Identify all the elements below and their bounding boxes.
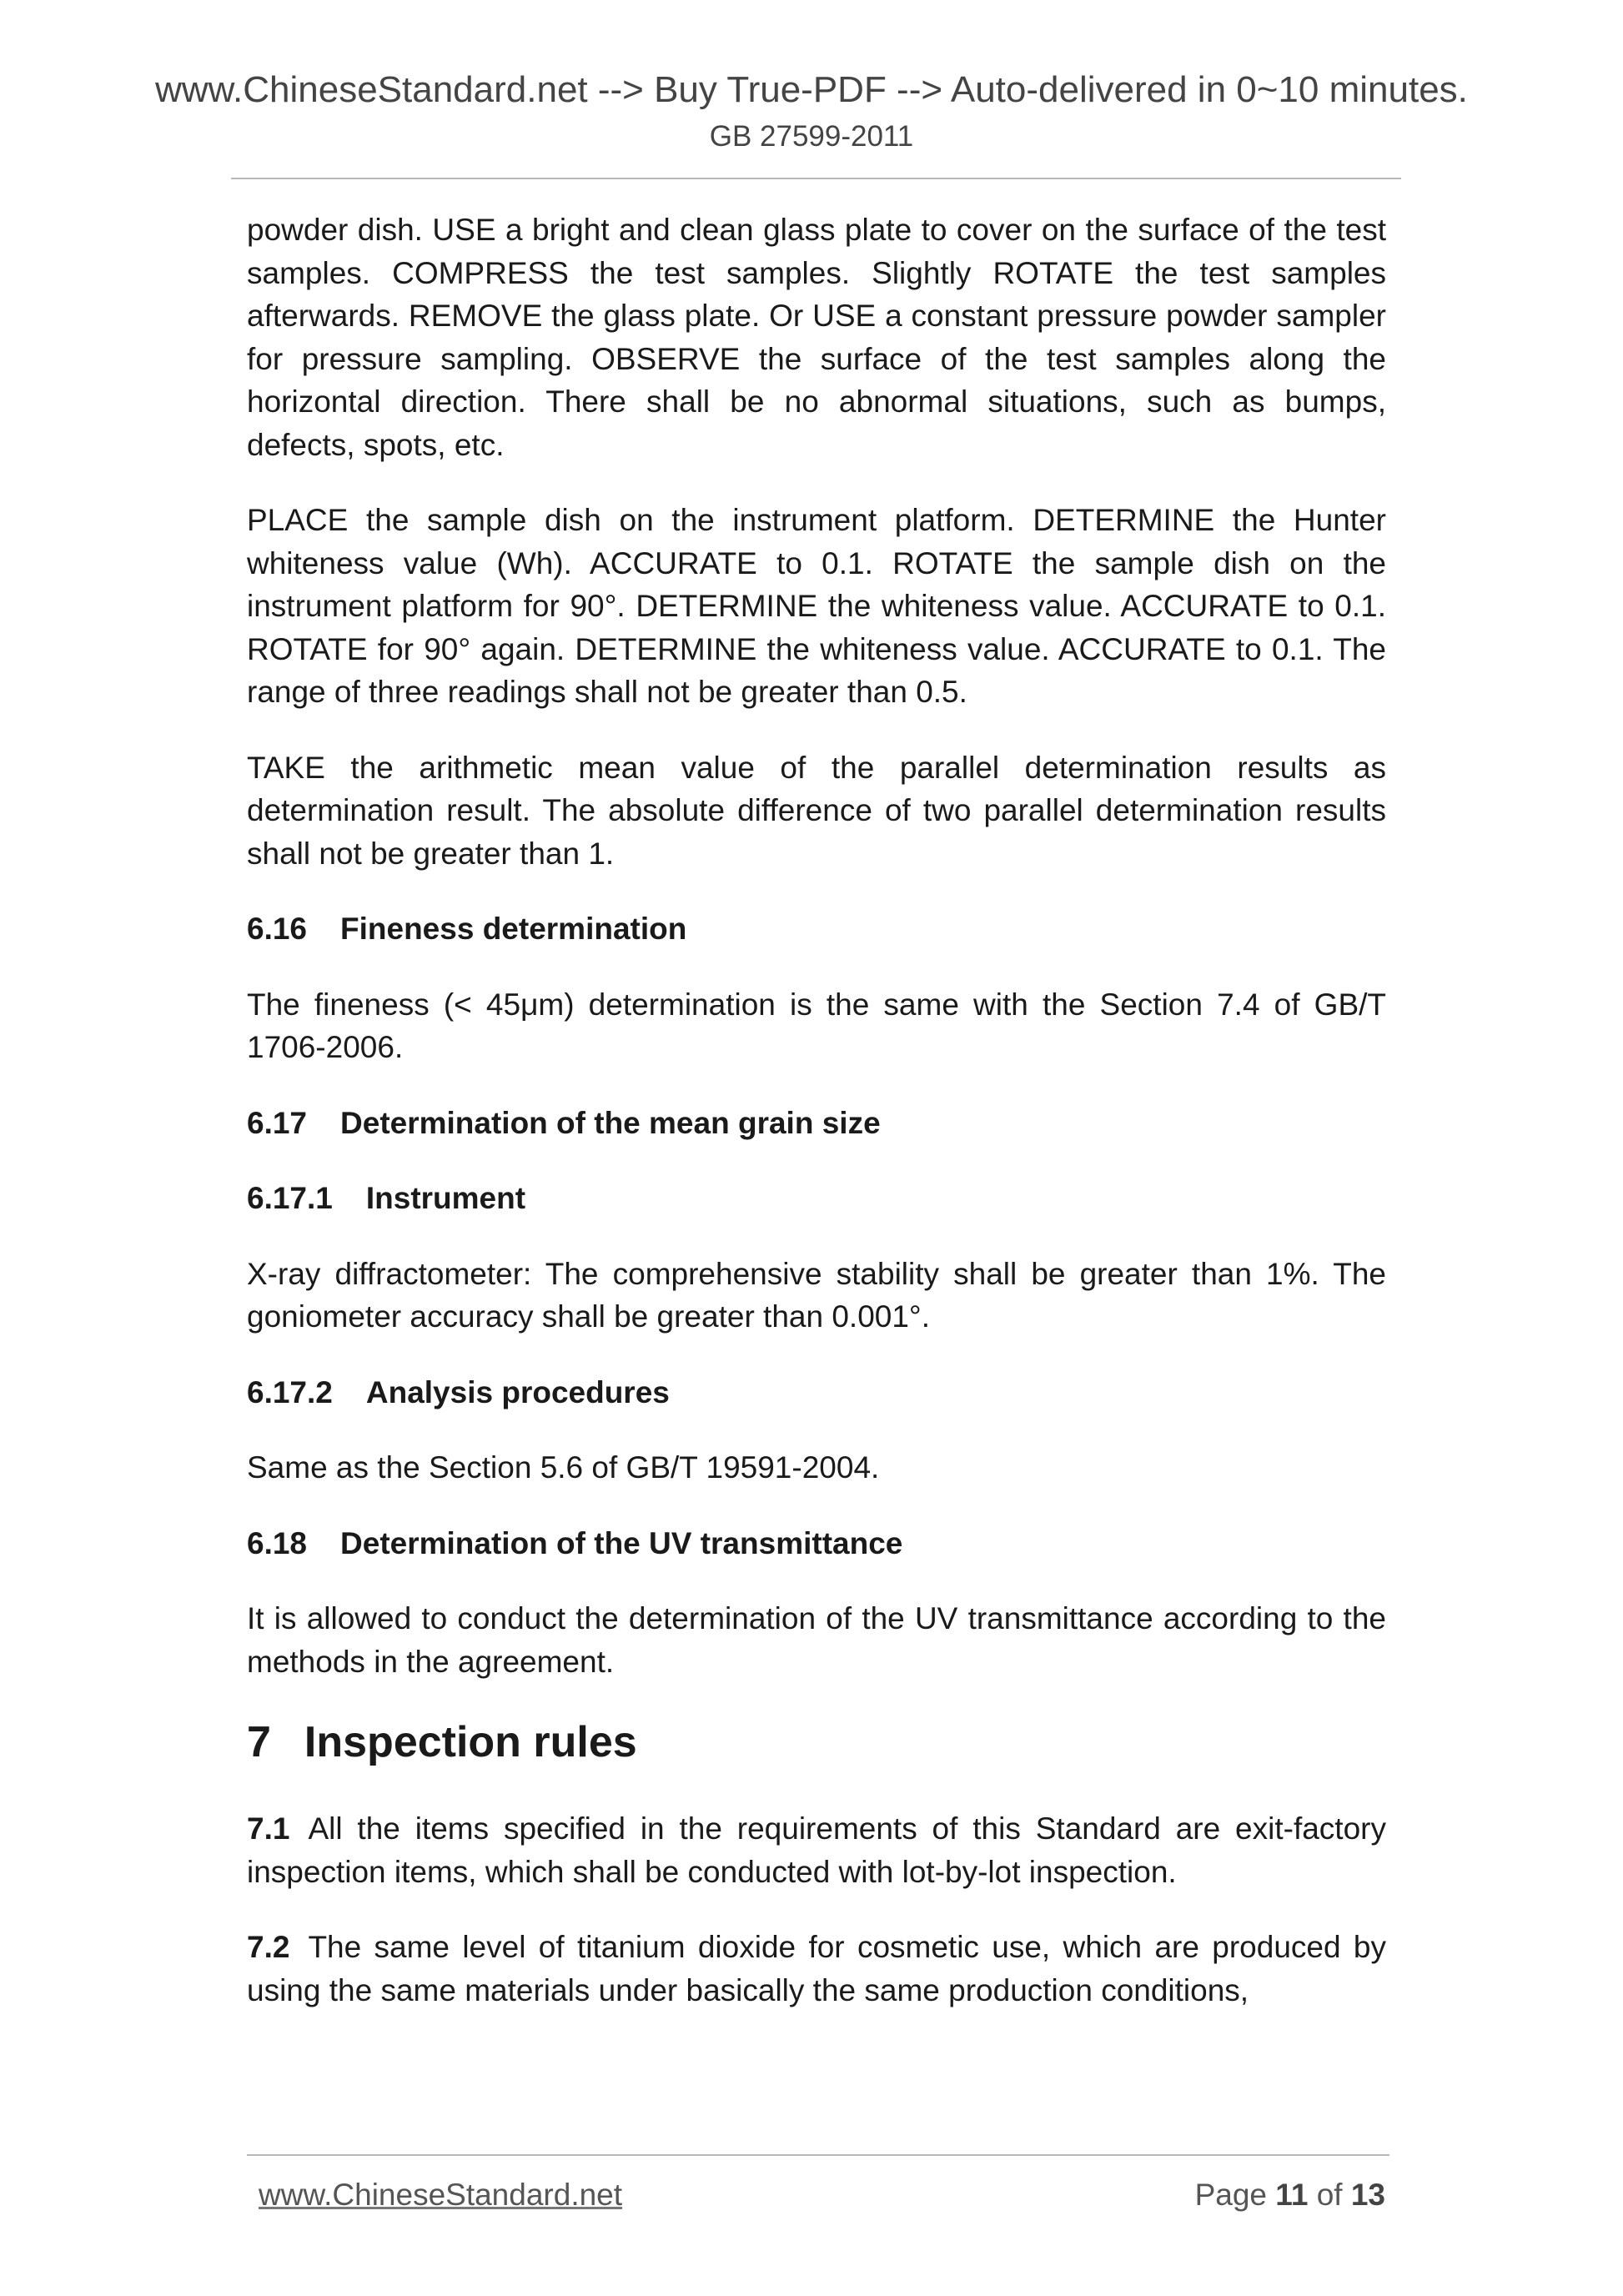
header-banner: www.ChineseStandard.net --> Buy True-PDF --> Auto-delivered in 0~10 minutes. [155, 69, 1468, 110]
section-heading-6-17-1 [247, 1177, 1386, 1220]
clause-7-2 [247, 1926, 1386, 2012]
clause-number: 7.1 [247, 1811, 290, 1846]
clause-text: All the items specified in the requirements of this Standard are exit-factory inspection items, which shall be conducted with lot-by-lot inspection. [247, 1811, 1386, 1889]
section-heading-6-18 [247, 1522, 1386, 1565]
section-number: 6.16 [247, 912, 308, 946]
clause-7-1 [247, 1807, 1386, 1893]
paragraph-determination-result: TAKE the arithmetic mean value of the parallel determination results as determination result. The absolute difference of two parallel determination results shall not be greater than 1. [247, 750, 1386, 871]
page-content [247, 208, 1386, 2044]
section-number: 6.17.2 [247, 1374, 333, 1409]
chapter-heading-7 [247, 1716, 1386, 1769]
paragraph-fineness: The fineness (< 45μm) determination is the same with the Section 7.4 of GB/T 1706-2006. [247, 987, 1386, 1064]
page-indicator [1195, 2176, 1385, 2214]
paragraph-analysis-procedures: Same as the Section 5.6 of GB/T 19591-2004. [247, 1450, 880, 1485]
header-divider [231, 178, 1401, 179]
paragraph-uv-transmittance: It is allowed to conduct the determination of the UV transmittance according to the methods in the agreement. [247, 1601, 1386, 1679]
section-title: Analysis procedures [365, 1374, 670, 1409]
section-heading-6-17 [247, 1102, 1386, 1145]
paragraph-whiteness-measurement: PLACE the sample dish on the instrument platform. DETERMINE the Hunter whiteness value (Wh). ACCURATE to 0.1. ROTATE the sample dish on the instrument platform for 90°. DETERMINE the whiteness value. ACCURATE to 0.1. ROTATE for 90° again. DETERMINE the whiteness value. ACCURATE to 0.1. The range of three readings shall not be greater than 0.5. [247, 503, 1386, 709]
page-current: 11 [1275, 2178, 1309, 2212]
section-title: Fineness determination [340, 912, 687, 946]
footer-website-link[interactable]: www.ChineseStandard.net [259, 2178, 623, 2212]
section-number: 6.17 [247, 1105, 308, 1140]
page-of: of [1316, 2178, 1343, 2212]
footer-divider [247, 2154, 1389, 2156]
section-number: 6.17.1 [247, 1181, 333, 1215]
section-title: Determination of the UV transmittance [340, 1525, 903, 1560]
document-code: GB 27599-2011 [709, 120, 914, 153]
page-total: 13 [1350, 2178, 1385, 2212]
clause-text: The same level of titanium dioxide for cosmetic use, which are produced by using the same materials under basically the same production conditions, [247, 1930, 1386, 2007]
section-heading-6-16 [247, 907, 1386, 951]
section-title: Instrument [365, 1181, 526, 1215]
page-word: Page [1194, 2178, 1268, 2212]
chapter-number: 7 [247, 1718, 271, 1766]
chapter-title: Inspection rules [304, 1718, 637, 1766]
section-heading-6-17-2 [247, 1371, 1386, 1414]
section-number: 6.18 [247, 1525, 308, 1560]
paragraph-instrument: X-ray diffractometer: The comprehensive stability shall be greater than 1%. The goniometer accuracy shall be greater than 0.001°. [247, 1256, 1386, 1334]
clause-number: 7.2 [247, 1930, 290, 1964]
paragraph-sample-preparation: powder dish. USE a bright and clean glass plate to cover on the surface of the test samples. COMPRESS the test samples. Slightly ROTATE the test samples afterwards. REMOVE the glass plate. Or USE a constant pressure powder sampler for pressure sampling. OBSERVE the surface of the test samples along the horizontal direction. There shall be no abnormal situations, such as bumps, defects, spots, etc. [247, 213, 1386, 462]
section-title: Determination of the mean grain size [340, 1105, 881, 1140]
